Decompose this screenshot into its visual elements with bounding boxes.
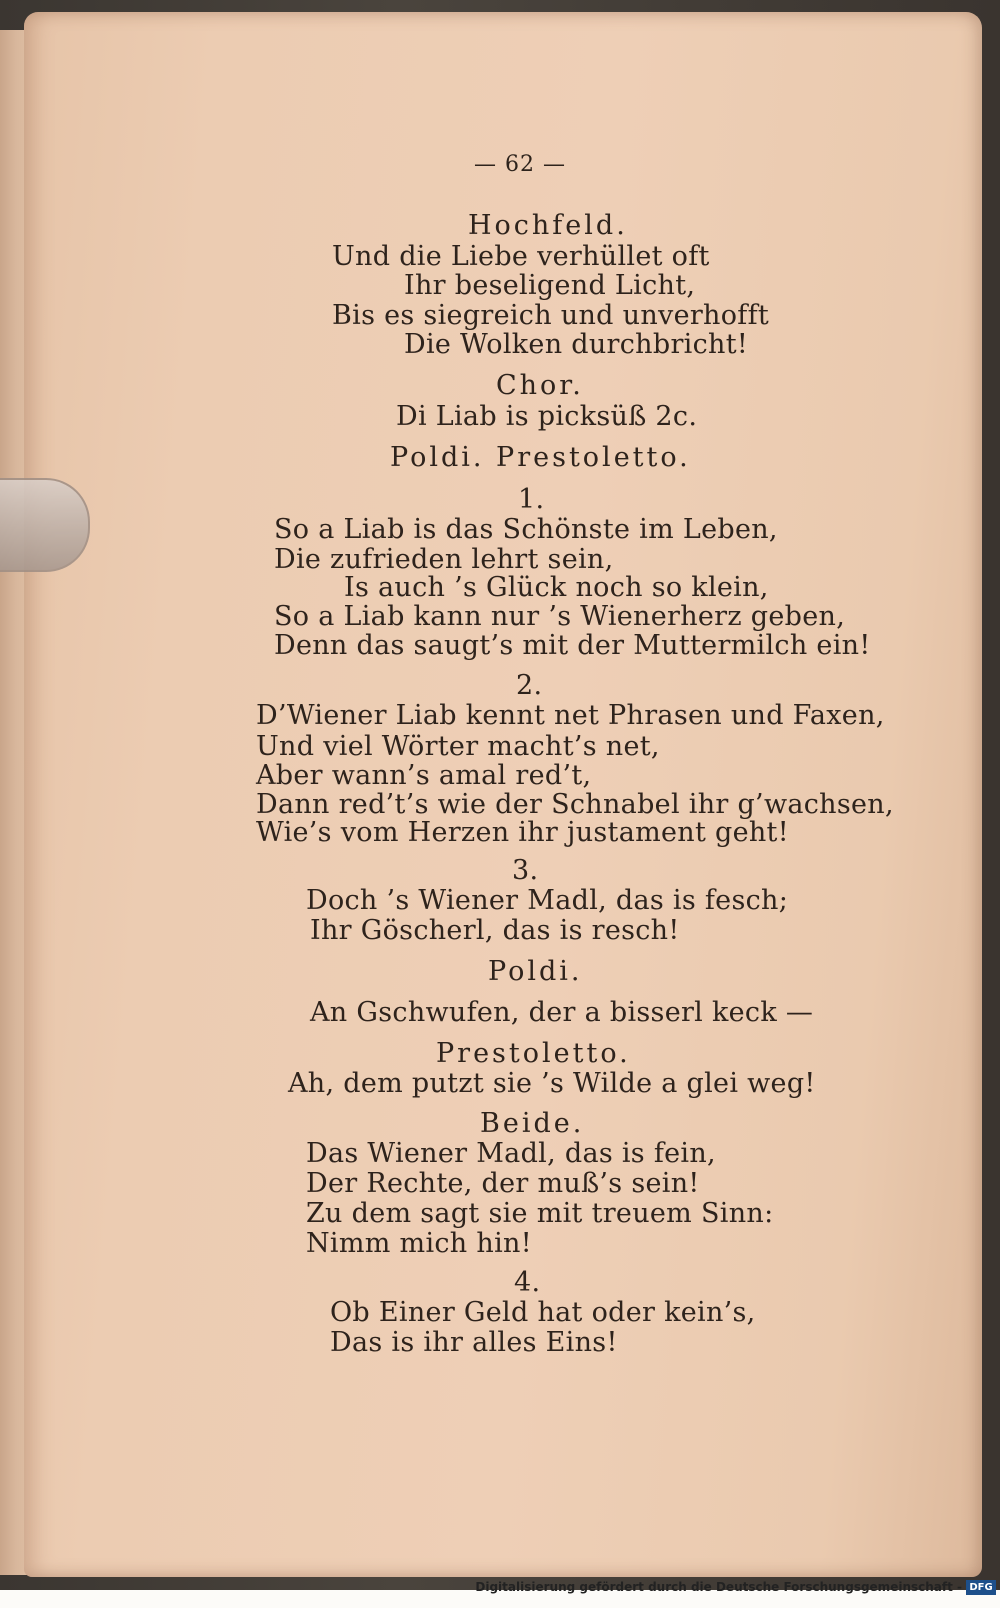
stanza-number: 1.	[518, 484, 545, 515]
verse-line: Dann red’t’s wie der Schnabel ihr g’wachsen,	[256, 789, 894, 820]
verse-line: Ob Einer Geld hat oder kein’s,	[330, 1297, 756, 1328]
verse-line: D’Wiener Liab kennt net Phrasen und Faxen,	[256, 700, 885, 731]
verse-line: Die zufrieden lehrt sein,	[274, 544, 614, 575]
verse-line: Zu dem sagt sie mit treuem Sinn:	[306, 1198, 774, 1229]
dfg-logo: DFG	[966, 1580, 996, 1595]
verse-line: Das Wiener Madl, das is fein,	[306, 1138, 716, 1169]
speaker-heading: Poldi.	[488, 956, 583, 987]
verse-line: Ah, dem putzt sie ’s Wilde a glei weg!	[288, 1068, 816, 1099]
verse-line: Bis es siegreich und unverhofft	[332, 300, 770, 331]
page-clip-tab	[0, 478, 90, 572]
verse-line: Wie’s vom Herzen ihr justament geht!	[256, 817, 789, 848]
verse-line: Der Rechte, der muß’s sein!	[306, 1168, 700, 1199]
verse-line: Di Liab is picksüß 2c.	[396, 401, 698, 432]
verse-line: Das is ihr alles Eins!	[330, 1327, 618, 1358]
verse-line: Die Wolken durchbricht!	[404, 329, 748, 360]
verse-line: Ihr Göscherl, das is resch!	[310, 915, 680, 946]
verse-line: Denn das saugt’s mit der Muttermilch ein!	[274, 630, 871, 661]
verse-line: Und viel Wörter macht’s net,	[256, 731, 660, 762]
verse-line: An Gschwufen, der a bisserl keck —	[310, 997, 814, 1028]
verse-line: So a Liab is das Schönste im Leben,	[274, 514, 778, 545]
verse-line: Doch ’s Wiener Madl, das is fesch;	[306, 885, 789, 916]
speaker-heading: Poldi. Prestoletto.	[390, 442, 691, 473]
verse-line: Is auch ’s Glück noch so klein,	[344, 572, 769, 603]
verse-line: Nimm mich hin!	[306, 1228, 532, 1259]
stanza-number: 2.	[516, 670, 543, 701]
stanza-number: 4.	[514, 1267, 541, 1298]
verse-line: Und die Liebe verhüllet oft	[332, 241, 710, 272]
page-number: — 62 —	[474, 152, 566, 177]
speaker-heading: Beide.	[480, 1108, 585, 1139]
stanza-number: 3.	[512, 855, 539, 886]
speaker-heading: Prestoletto.	[436, 1038, 631, 1069]
digitization-credit: Digitalisierung gefördert durch die Deutsche Forschungsgemeinschaft -	[475, 1580, 962, 1594]
verse-line: So a Liab kann nur ’s Wienerherz geben,	[274, 601, 846, 632]
speaker-heading: Hochfeld.	[468, 210, 628, 241]
speaker-heading: Chor.	[496, 370, 584, 401]
verse-line: Aber wann’s amal red’t,	[256, 760, 592, 791]
verse-line: Ihr beseligend Licht,	[404, 270, 696, 301]
